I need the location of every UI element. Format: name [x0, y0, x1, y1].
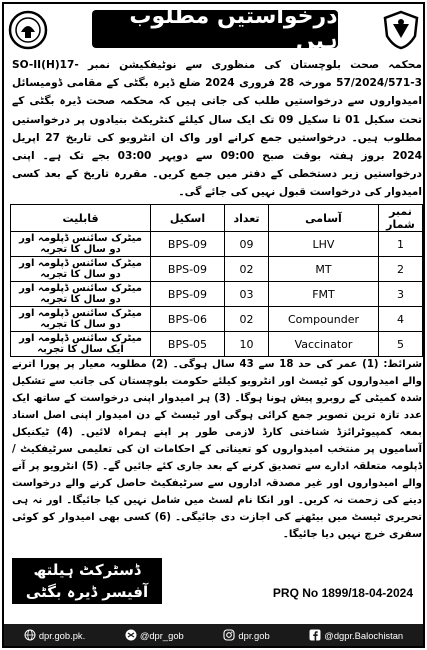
cell-serial: 3	[379, 282, 423, 307]
column-header-count: تعداد	[225, 205, 269, 232]
table-row	[11, 232, 423, 257]
cell-post: LHV	[269, 232, 379, 257]
cell-qualification: میٹرک سائنس ڈپلومہ اور دو سال کا تجربہ	[11, 282, 151, 307]
cell-post: FMT	[269, 282, 379, 307]
cell-count: 02	[225, 257, 269, 282]
prq-number: PRQ No 1899/18-04-2024	[272, 586, 413, 600]
table-row	[11, 332, 423, 357]
footer-twitter-label: @dpr_gob	[139, 629, 184, 641]
signature-line-1: ڈسٹرکٹ ہیلتھ	[33, 561, 141, 579]
cell-serial: 1	[379, 232, 423, 257]
column-header-qualification: قابلیت	[11, 205, 151, 232]
column-header-post: آسامی	[269, 205, 379, 232]
footer-website[interactable]	[24, 629, 85, 641]
table-row	[11, 282, 423, 307]
page-title: درخواستیں مطلوب ہیں	[92, 10, 338, 48]
cell-qualification: میٹرک سائنس ڈپلومہ اور دو سال کا تجربہ	[11, 257, 151, 282]
footer-twitter[interactable]	[125, 629, 184, 641]
signature-line-2: آفیسر ڈیرہ بگٹی	[25, 583, 149, 601]
table-header-row	[11, 205, 423, 232]
jobs-table	[10, 204, 423, 357]
cell-scale: BPS-09	[151, 232, 225, 257]
cell-serial: 5	[379, 332, 423, 357]
government-emblem-logo	[8, 10, 48, 50]
footer-instagram[interactable]	[223, 629, 269, 641]
twitter-icon	[125, 629, 137, 641]
cell-qualification: میٹرک سائنس ڈپلومہ اور ایک سال کا تجربہ	[11, 332, 151, 357]
cell-scale: BPS-09	[151, 257, 225, 282]
instagram-icon	[223, 629, 235, 641]
cell-post: MT	[269, 257, 379, 282]
footer-bar	[4, 624, 423, 646]
cell-post: Compounder	[269, 307, 379, 332]
cell-serial: 2	[379, 257, 423, 282]
footer-facebook-label: @dgpr.Balochistan	[324, 629, 404, 641]
intro-paragraph: محکمہ صحت بلوچستان کی منظوری سے نوٹیفکیشن نمبر SO-II(H)17-57/2024/571-3 مورخہ 28 فروری 2024 ضلع ڈیرہ بگٹی کے مقامی ڈومیسائل امیدواروں سے درخواستیں طلب کی جاتی ہیں کہ محکمہ صحت ڈیرہ بگٹی کے تحت سکیل 01 تا سکیل 09 تک ایک سال کیلئے کنٹریکٹ بنیادوں پر درخواستیں مطلوب ہیں۔ درخواستیں جمع کرانے اور واک ان انٹرویو کی تاریخ 27 اپریل 2024 بروز ہفتہ بوقت صبح 09:00 سے دوپہر 03:00 بجے تک ہے۔ اپنی درخواستیں زیر دستخطی کے دفتر میں جمع کریں۔ مقررہ تاریخ کے بعد کسی امیدوار کی درخواست قبول نہیں کی جائے گی۔	[12, 59, 422, 199]
footer-facebook[interactable]	[309, 629, 403, 641]
health-department-logo	[381, 10, 421, 50]
cell-serial: 4	[379, 307, 423, 332]
terms-paragraph: شرائط: (1) عمر کی حد 18 سے 43 سال ہوگی۔ (2) مطلوبہ معیار پر پورا اترنے والے امیدواروں کو ٹیسٹ اور انٹرویو کیلئے حکومت بلوچستان کی جانب سے تشکیل شدہ کمیٹی کے روبرو پیش ہونا ہوگا۔ (3) ہر امیدوار اپنی درخواست کے ساتھ ایک عدد تازہ ترین تصویر جمع کرائی ہوگی اور ٹیسٹ کے دن امیدوار اپنی اصل اسناد بمعہ کمپیوٹرائزڈ شناختی کارڈ لازمی طور پر اپنے ہمراہ لائیں۔ (4) ٹیکنیکل آسامیوں پر منتخب امیدواروں کو تعیناتی کے احکامات ان کی تعلیمی سرٹیفکیٹ / ڈپلومہ متعلقہ ادارے سے تصدیق کرنے کے بعد جاری کئے جائیں گے۔ (5) انٹرویو پر آنے والے امیدواروں اور غیر مصدقہ اداروں سے سرٹیفکیٹ حاصل کرنے والے درخواست دینے کی زحمت نہ کریں۔ اور انکا نام لسٹ میں شامل نہیں کیا جائیگا۔ اور نہ ہی تحریری ٹیسٹ میں بیٹھنے کی اجازت دی جائیگی۔ (6) کسی بھی امیدوار کو کوئی سفری خرچ نہیں دیا جائیگا۔	[12, 359, 422, 540]
cell-qualification: میٹرک سائنس ڈپلومہ اور دو سال کا تجربہ	[11, 232, 151, 257]
signature-block	[12, 558, 162, 604]
advertisement-page	[2, 2, 425, 648]
cell-count: 09	[225, 232, 269, 257]
column-header-scale: اسکیل	[151, 205, 225, 232]
footer-instagram-label: dpr.gob	[238, 629, 270, 641]
cell-post: Vaccinator	[269, 332, 379, 357]
cell-count: 02	[225, 307, 269, 332]
header	[8, 4, 421, 54]
cell-qualification: میٹرک سائنس ڈپلومہ اور دو سال کا تجربہ	[11, 307, 151, 332]
globe-icon	[24, 629, 36, 641]
table-row	[11, 257, 423, 282]
table-row	[11, 307, 423, 332]
cell-count: 10	[225, 332, 269, 357]
cell-scale: BPS-09	[151, 282, 225, 307]
column-header-serial: نمبر شمار	[379, 205, 423, 232]
cell-scale: BPS-06	[151, 307, 225, 332]
facebook-icon	[309, 629, 321, 641]
cell-scale: BPS-05	[151, 332, 225, 357]
cell-count: 03	[225, 282, 269, 307]
footer-website-label: dpr.gob.pk.	[38, 629, 86, 641]
